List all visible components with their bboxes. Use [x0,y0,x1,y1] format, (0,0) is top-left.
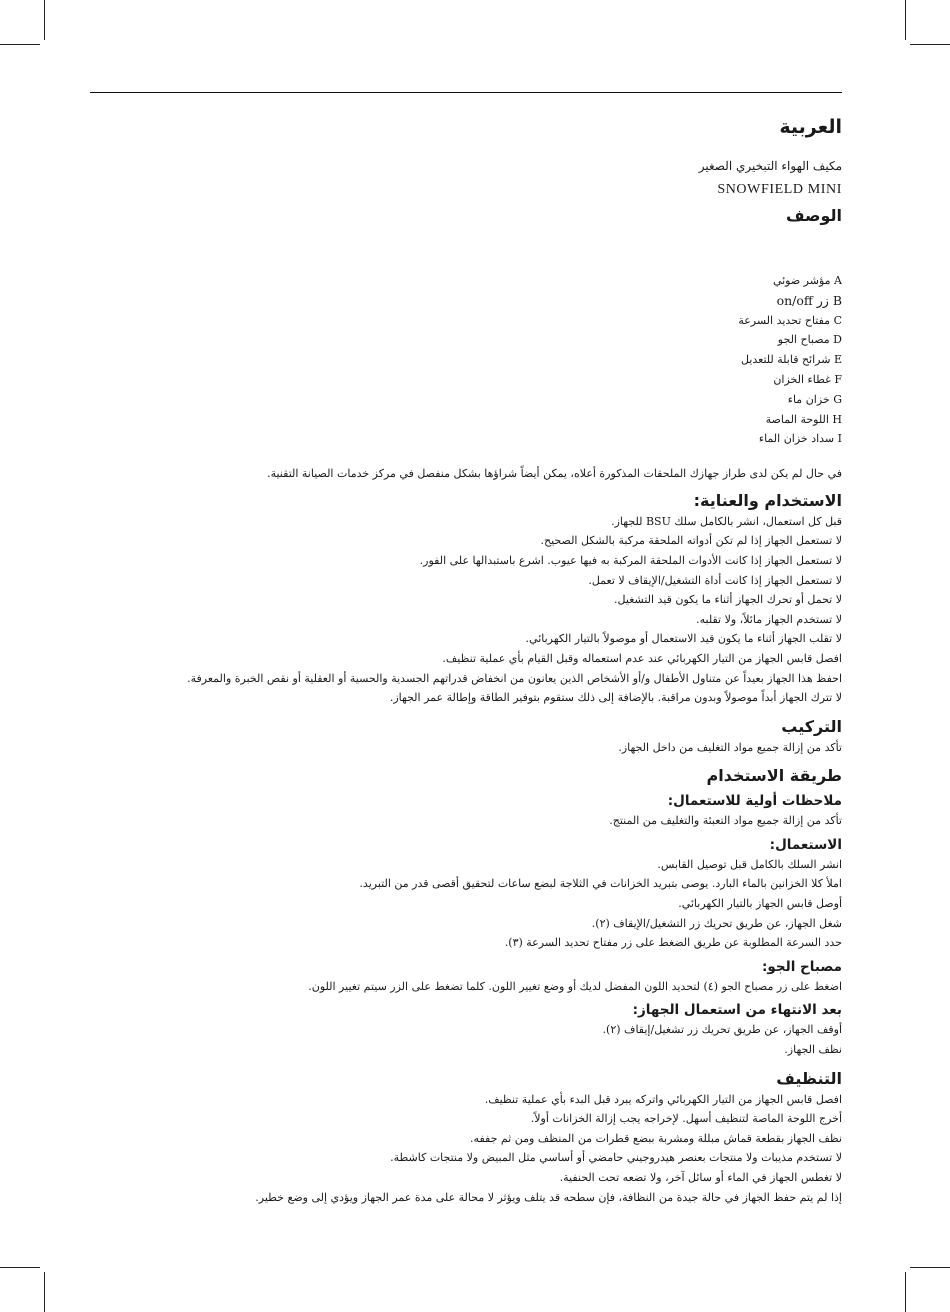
use-care-item: لا تستخدم الجهاز مائلاً، ولا تقلبه. [696,612,842,626]
crop-mark [910,1267,950,1268]
usage-item: حدد السرعة المطلوبة عن طريق الضغط على زر مفتاح تحديد السرعة (٣). [504,936,842,950]
header-rule [90,92,842,93]
parts-list [90,271,842,449]
use-care-item: لا تستعمل الجهاز إذا كانت الأدوات الملحقة المركبة به فيها عيوب. اشرع باستبدالها على الفور. [419,553,842,567]
after-use-title: بعد الانتهاء من استعمال الجهاز: [632,1002,842,1019]
use-care-item: لا تقلب الجهاز أثناء ما يكون قيد الاستعمال أو موصولاً بالتيار الكهربائي. [525,632,842,646]
mood-light-title: مصباح الجو: [762,958,842,975]
language-title: العربية [779,116,842,138]
crop-mark [910,44,950,45]
product-model: SNOWFIELD MINI [717,182,842,197]
use-care-item: لا تحمل أو تحرك الجهاز أثناء ما يكون قيد التشغيل. [614,593,842,607]
accessories-note: في حال لم يكن لدى طراز جهازك الملحقات المذكورة أعلاه، يمكن أيضاً شراؤها بشكل منفصل في مركز خدمات الصيانة التقنية. [267,467,842,481]
after-use-item: أوقف الجهاز، عن طريق تحريك زر تشغيل/إيقاف (٢). [602,1023,842,1037]
initial-notes-item: تأكد من إزالة جميع مواد التعبئة والتغليف من المنتج. [609,814,842,828]
initial-notes-title: ملاحظات أولية للاستعمال: [667,793,842,810]
after-use-item: نظف الجهاز. [784,1043,842,1057]
part-item: I سداد خزان الماء [758,432,842,446]
crop-mark [905,0,906,40]
use-care-item: لا تستعمل الجهاز إذا كانت أداة التشغيل/الإيقاف لا تعمل. [588,573,842,587]
part-item: D مصباح الجو [777,333,842,347]
usage-title: الاستعمال: [769,836,842,853]
cleaning-item: لا تستخدم مذيبات ولا منتجات بعنصر هيدروجيني حامضي أو أساسي مثل المبيض ولا منتجات كاشطة. [390,1151,842,1165]
part-item: G خزان ماء [787,392,842,406]
part-item: H اللوحة الماصة [765,412,842,426]
usage-item: أوصل قابس الجهاز بالتيار الكهربائي. [678,897,842,911]
cleaning-title: التنظيف [776,1068,842,1088]
how-to-use-title: طريقة الاستخدام [706,766,842,786]
crop-mark [0,1267,40,1268]
usage-item: شغل الجهاز، عن طريق تحريك زر التشغيل/الإيقاف (٢). [591,916,842,930]
cleaning-list [90,1090,842,1208]
description-title: الوصف [785,206,842,225]
cleaning-item: نظف الجهاز بقطعة قماش مبللة ومشربة ببضع قطرات من المنظف ومن ثم جففه. [470,1131,842,1145]
part-item: E شرائح قابلة للتعديل [740,353,842,367]
crop-mark [44,1272,45,1312]
use-care-item: لا تترك الجهاز أبداً موصولاً وبدون مراقبة. بالإضافة إلى ذلك ستقوم بتوفير الطاقة وإطالة عمر الجهاز. [389,691,842,705]
installation-item: تأكد من إزالة جميع مواد التغليف من داخل الجهاز. [618,740,842,754]
mood-light-item: اضغط على زر مصباح الجو (٤) لتحديد اللون المفضل لديك أو وضع تغيير اللون. كلما تضغط على الزر سيتم تغيير اللون. [308,979,842,993]
use-care-item: احفظ هذا الجهاز بعيداً عن متناول الأطفال و/أو الأشخاص الذين يعانون من انخفاض قدراتهم الجسدية والحسية أو العقلية أو نقص الخبرة والمعرفة. [187,671,842,685]
use-care-item: افصل قابس الجهاز من التيار الكهربائي عند عدم استعماله وقبل القيام بأي عملية تنظيف. [442,651,842,665]
use-care-item: لا تستعمل الجهاز إذا لم تكن أدواته الملحقة مركبة بالشكل الصحيح. [540,534,842,548]
usage-item: انشر السلك بالكامل قبل توصيل القابس. [657,857,842,871]
cleaning-item: افصل قابس الجهاز من التيار الكهربائي واتركه يبرد قبل البدء بأي عملية تنظيف. [484,1092,842,1106]
use-care-title: الاستخدام والعناية: [693,490,842,510]
cleaning-item: لا تغطس الجهاز في الماء أو سائل آخر، ولا تضعه تحت الحنفية. [559,1171,842,1185]
use-care-item: قبل كل استعمال، انشر بالكامل سلك BSU للجهاز. [611,514,842,528]
product-name: مكيف الهواء التبخيري الصغير [698,159,842,173]
part-item: F غطاء الخزان [773,372,842,386]
crop-mark [0,44,40,45]
installation-title: التركيب [781,716,842,736]
crop-mark [44,0,45,40]
part-item: C مفتاح تحديد السرعة [738,313,842,327]
usage-item: املأ كلا الخزانين بالماء البارد. يوصى بتبريد الخزانات في الثلاجة لبضع ساعات لتحقيق أقصى قدر من التبريد. [359,877,842,891]
use-care-list [90,512,842,708]
part-item: A مؤشر ضوئي [772,274,842,287]
document-body [90,110,842,1207]
crop-mark [905,1272,906,1312]
part-item: B زر on/off [776,292,842,308]
cleaning-item: إذا لم يتم حفظ الجهاز في حالة جيدة من النظافة، فإن سطحه قد يتلف ويؤثر لا محالة على مدة عمر الجهاز ويؤدي إلى وضع خطير. [255,1190,842,1204]
cleaning-item: أخرج اللوحة الماصة لتنظيف أسهل. لإخراجه يجب إزالة الخزانات أولاً. [530,1112,842,1126]
